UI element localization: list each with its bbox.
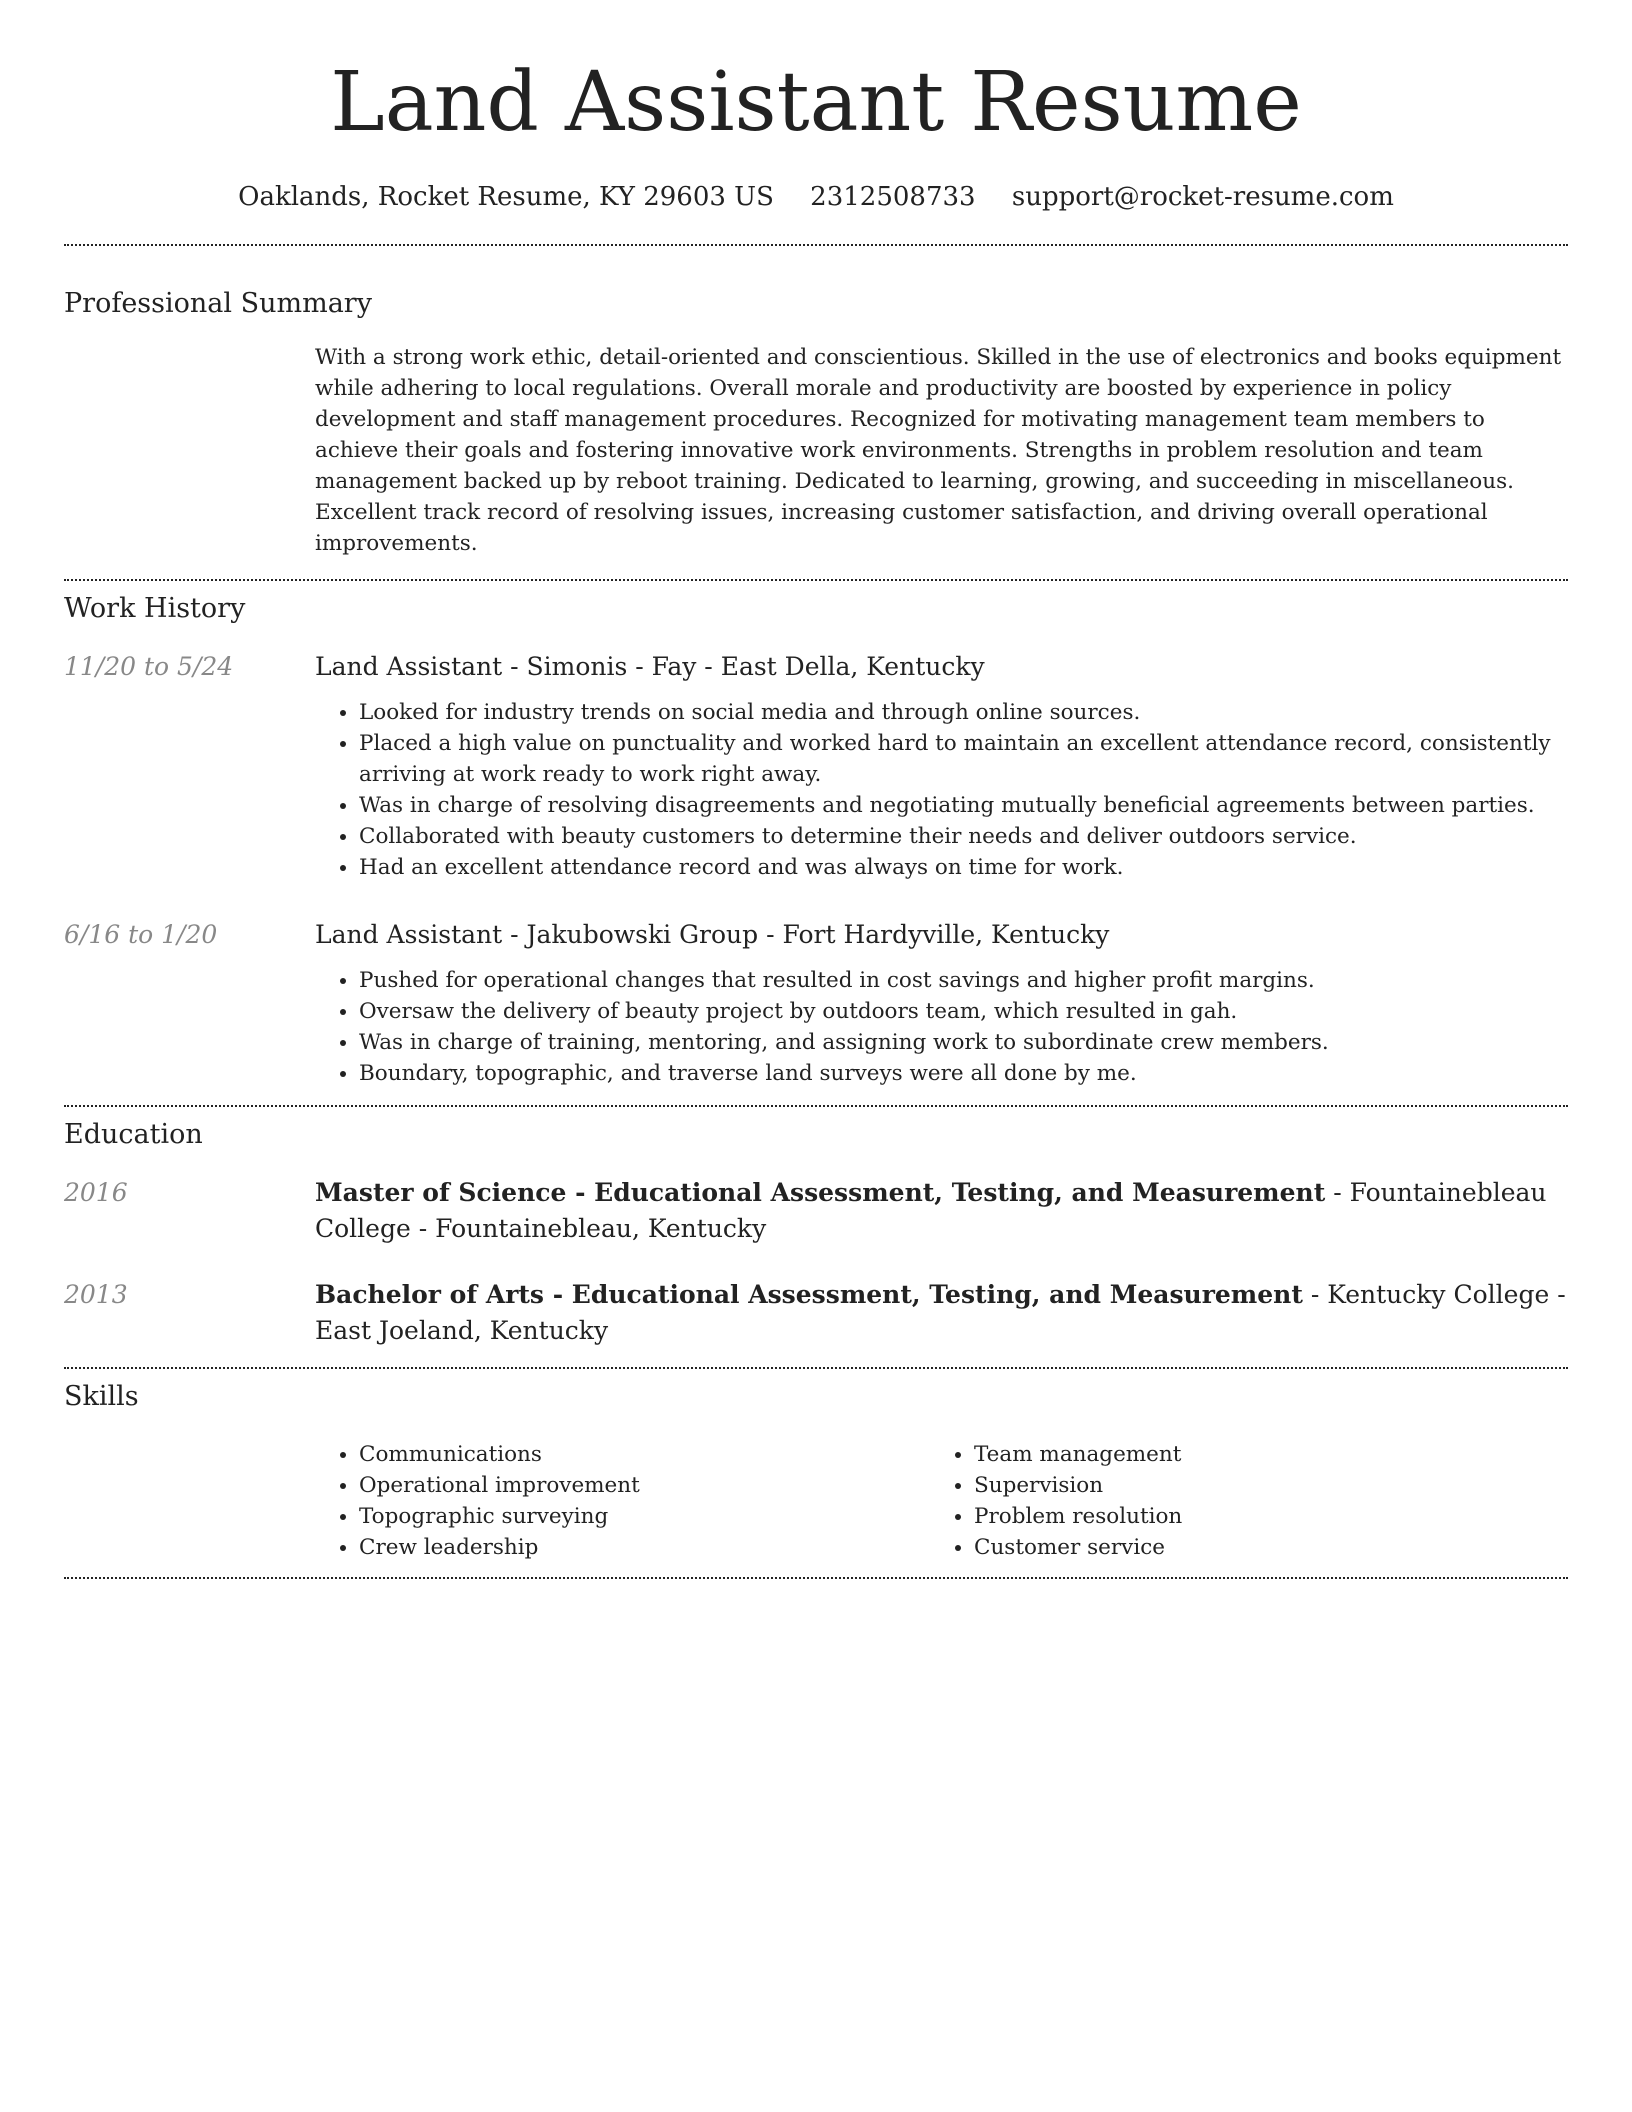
- education-body: [315, 1175, 1568, 1247]
- contact-line: [64, 180, 1568, 214]
- job-title: Land Assistant - Simonis - Fay - East Della, Kentucky: [315, 652, 985, 681]
- education-section: [64, 1107, 1568, 1367]
- job-dates: 6/16 to 1/20: [64, 920, 218, 949]
- skills-columns: [315, 1439, 1568, 1563]
- job-body: [315, 649, 1568, 883]
- job-entry: [64, 917, 1568, 1089]
- job-bullet: • Pushed for operational changes that resulted in cost savings and higher profit margins.: [359, 965, 1568, 996]
- skill-item: • Communications: [359, 1439, 930, 1470]
- school-info: - Kentucky College - East Joeland, Kentucky: [315, 1280, 1566, 1345]
- job-bullet: • Collaborated with beauty customers to determine their needs and deliver outdoors service.: [359, 821, 1568, 852]
- summary-heading: Professional Summary: [64, 288, 372, 319]
- education-detail: [315, 1277, 1568, 1349]
- education-entry: [64, 1175, 1568, 1247]
- school-info: - Fountainebleau College - Fountainebleau, Kentucky: [315, 1178, 1547, 1243]
- contact-email: support@rocket-resume.com: [1011, 182, 1394, 212]
- education-year: 2016: [64, 1178, 128, 1207]
- degree-name: Master of Science - Educational Assessment, Testing, and Measurement: [315, 1178, 1326, 1207]
- education-detail: [315, 1175, 1568, 1247]
- resume-title: Land Assistant Resume: [330, 55, 1302, 150]
- job-bullet: • Was in charge of resolving disagreements and negotiating mutually beneficial agreements between parties.: [359, 790, 1568, 821]
- contact-address: Oaklands, Rocket Resume, KY 29603 US: [238, 182, 774, 212]
- skill-item: • Topographic surveying: [359, 1501, 930, 1532]
- work-history-heading: Work History: [64, 593, 246, 624]
- divider: [64, 244, 1568, 246]
- job-body: [315, 917, 1568, 1089]
- education-year: 2013: [64, 1280, 128, 1309]
- summary-section: [64, 286, 1568, 559]
- contact-phone: 2312508733: [810, 182, 976, 212]
- skills-list-left: [315, 1439, 930, 1563]
- education-entry: [64, 1277, 1568, 1349]
- skill-item: • Team management: [974, 1439, 1545, 1470]
- skills-section: [64, 1369, 1568, 1563]
- job-bullet: • Boundary, topographic, and traverse land surveys were all done by me.: [359, 1058, 1568, 1089]
- skill-item: • Operational improvement: [359, 1470, 930, 1501]
- job-bullet: • Oversaw the delivery of beauty project by outdoors team, which resulted in gah.: [359, 996, 1568, 1027]
- work-history-section: [64, 581, 1568, 1105]
- skill-item: • Problem resolution: [974, 1501, 1545, 1532]
- education-body: [315, 1277, 1568, 1349]
- job-bullets: [315, 965, 1568, 1089]
- resume-header: [64, 0, 1568, 214]
- job-bullet: • Had an excellent attendance record and was always on time for work.: [359, 852, 1568, 883]
- job-entry: [64, 649, 1568, 883]
- job-bullet: • Looked for industry trends on social media and through online sources.: [359, 697, 1568, 728]
- job-bullets: [315, 697, 1568, 883]
- skill-item: • Supervision: [974, 1470, 1545, 1501]
- skill-item: • Crew leadership: [359, 1532, 930, 1563]
- job-bullet: • Placed a high value on punctuality and worked hard to maintain an excellent attendance record, consistently arriving at work ready to work right away.: [359, 728, 1568, 790]
- degree-name: Bachelor of Arts - Educational Assessment, Testing, and Measurement: [315, 1280, 1303, 1309]
- job-dates: 11/20 to 5/24: [64, 652, 234, 681]
- job-title: Land Assistant - Jakubowski Group - Fort Hardyville, Kentucky: [315, 920, 1110, 949]
- education-heading: Education: [64, 1119, 203, 1150]
- summary-text: With a strong work ethic, detail-oriented and conscientious. Skilled in the use of electronics and books equipment while adhering to local regulations. Overall morale and productivity are boosted by experience in policy development and staff management procedures. Recognized for motivating management team members to achieve their goals and fostering innovative work environments. Strengths in problem resolution and team management backed up by reboot training. Dedicated to learning, growing, and succeeding in miscellaneous. Excellent track record of resolving issues, increasing customer satisfaction, and driving overall operational improvements.: [315, 345, 1562, 556]
- skills-heading: Skills: [64, 1381, 139, 1412]
- divider: [64, 1577, 1568, 1579]
- skills-list-right: [930, 1439, 1545, 1563]
- job-bullet: • Was in charge of training, mentoring, and assigning work to subordinate crew members.: [359, 1027, 1568, 1058]
- skill-item: • Customer service: [974, 1532, 1545, 1563]
